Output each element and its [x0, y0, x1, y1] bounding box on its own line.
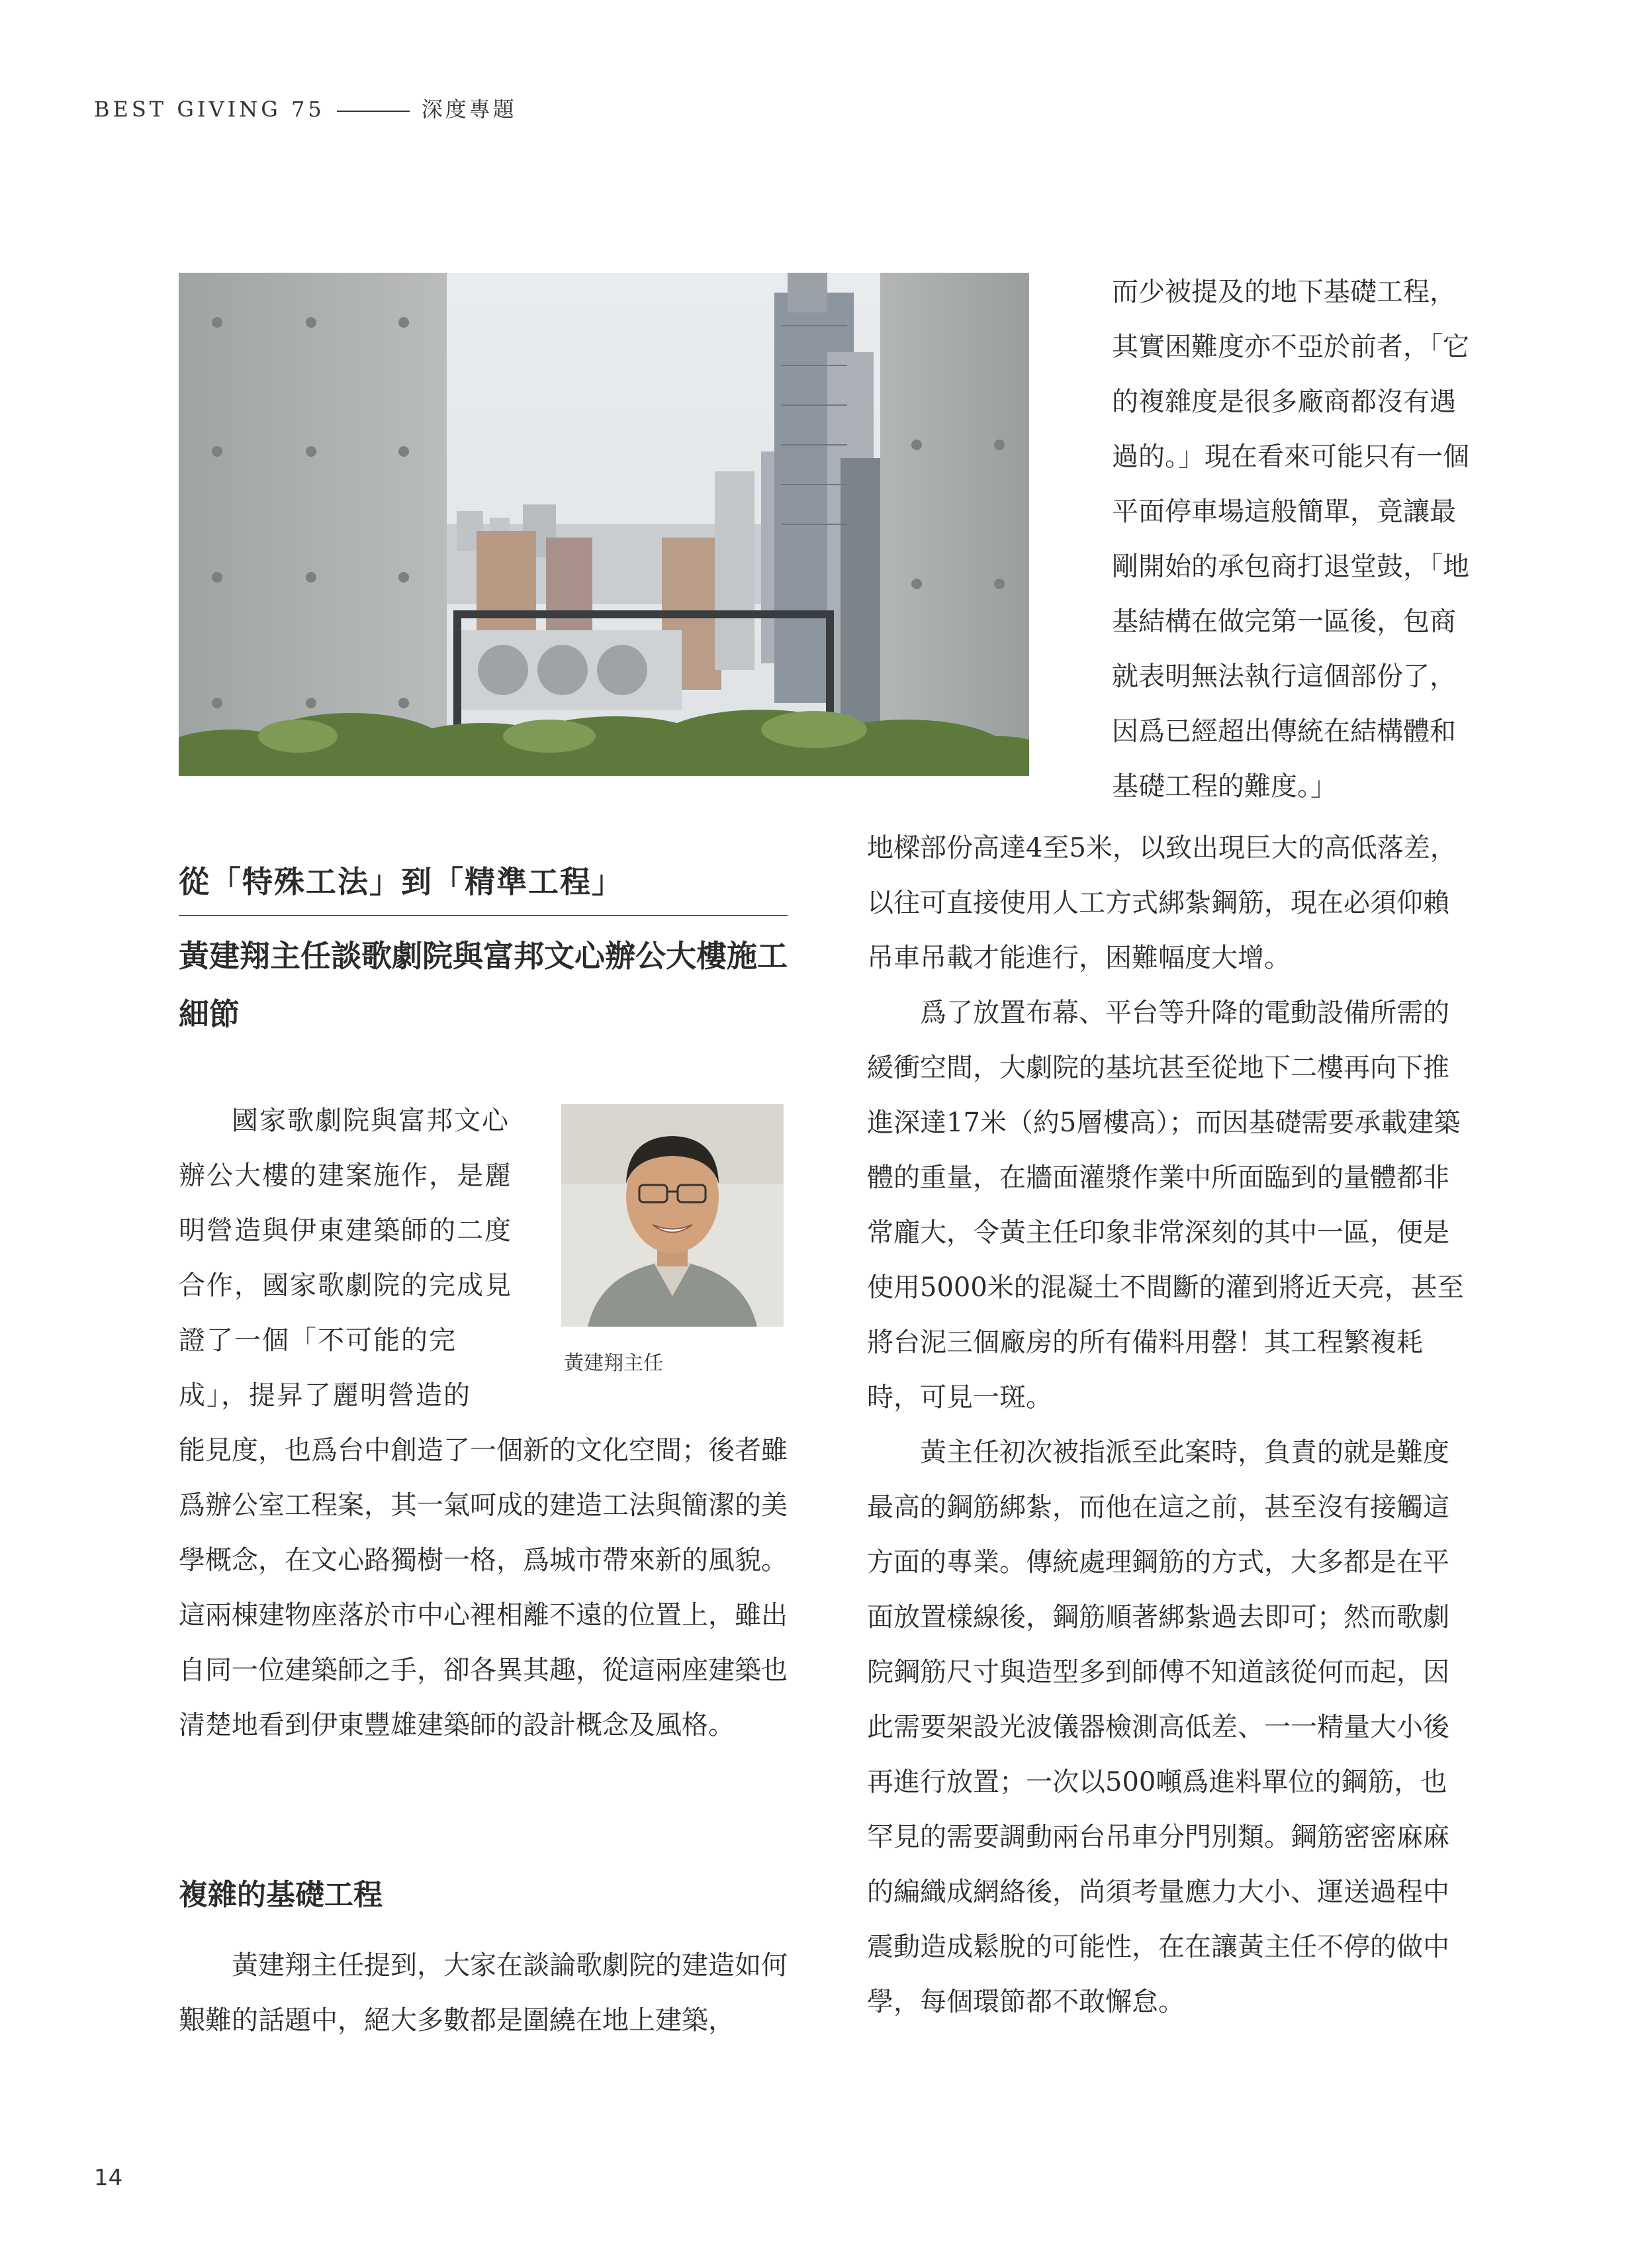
portrait-caption: 黃建翔主任	[564, 1352, 663, 1375]
intro-paragraph-block	[179, 1094, 520, 1423]
portrait-photo	[561, 1104, 784, 1327]
running-header	[94, 93, 517, 123]
right-paragraph-2: 爲了放置布幕、平台等升降的電動設備所需的緩衝空間，大劇院的基坑甚至從地下二樓再向下推進深達17米（約5層樓高）；而因基礎需要承載建築體的重量，在牆面灌漿作業中所面臨到的量體都非常龐大，令黃主任印象非常深刻的其中一區，便是使用5000米的混凝土不間斷的灌到將近天亮，甚至將台泥三個廠房的所有備料用罄！其工程繁複耗時，可見一斑。	[867, 998, 1464, 1413]
right-paragraph-3: 黃主任初次被指派至此案時，負責的就是難度最高的鋼筋綁紮，而他在這之前，甚至沒有接觸這方面的專業。傳統處理鋼筋的方式，大多都是在平面放置樣線後，鋼筋順著綁紮過去即可；然而歌劇院鋼筋尺寸與造型多到師傅不知道該從何而起，因此需要架設光波儀器檢測高低差、一一精量大小後再進行放置；一次以500噸爲進料單位的鋼筋，也罕見的需要調動兩台吊車分門別類。鋼筋密密麻麻的編織成網絡後，尚須考量應力大小、運送過程中震動造成鬆脫的可能性，在在讓黃主任不停的做中學，每個環節都不敢懈怠。	[867, 1437, 1449, 2017]
right-column-intro	[1112, 265, 1469, 814]
left-column-body	[179, 1423, 794, 1753]
architecture-photo	[179, 273, 1029, 776]
left-paragraph-2: 黃建翔主任提到，大家在談論歌劇院的建造如何艱難的話題中，絕大多數都是圍繞在地上建築，	[179, 1950, 788, 2036]
article-subtitle: 黃建翔主任談歌劇院與富邦文心辦公大樓施工細節	[179, 938, 788, 1032]
intro-paragraph: 國家歌劇院與富邦文心辦公大樓的建案施作，是麗明營造與伊東建築師的二度合作，國家歌劇院的完成見證了一個「不可能的完成」，提昇了麗明營造的	[179, 1106, 512, 1411]
right-paragraph-1: 地樑部份高達4至5米，以致出現巨大的高低落差，以往可直接使用人工方式綁紮鋼筋，現在必須仰賴吊車吊載才能進行，困難幅度大增。	[867, 833, 1457, 973]
right-column-body	[867, 821, 1469, 2030]
left-paragraph-continued: 能見度，也爲台中創造了一個新的文化空間；後者雖爲辦公室工程案，其一氣呵成的建造工法與簡潔的美學概念，在文心路獨樹一格，爲城市帶來新的風貌。這兩棟建物座落於市中心裡相離不遠的位置上，雖出自同一位建築師之手，卻各異其趣，從這兩座建築也清楚地看到伊東豐雄建築師的設計概念及風格。	[179, 1435, 788, 1740]
subheading-foundation: 複雜的基礎工程	[179, 1878, 383, 1912]
section-title: 從「特殊工法」到「精準工程」	[179, 864, 623, 900]
magazine-name: BEST GIVING 75	[94, 97, 325, 122]
section-name: 深度專題	[421, 97, 517, 122]
left-column-body-2	[179, 1938, 794, 2048]
page-number: 14	[94, 2165, 123, 2191]
section-rule	[179, 915, 788, 916]
header-rule	[337, 111, 410, 112]
right-top-paragraph: 而少被提及的地下基礎工程，其實困難度亦不亞於前者，「它的複雜度是很多廠商都沒有遇過的。」現在看來可能只有一個平面停車場這般簡單，竟讓最剛開始的承包商打退堂鼓，「地基結構在做完第一區後，包商就表明無法執行這個部份了，因爲已經超出傳統在結構體和基礎工程的難度。」	[1112, 277, 1469, 802]
